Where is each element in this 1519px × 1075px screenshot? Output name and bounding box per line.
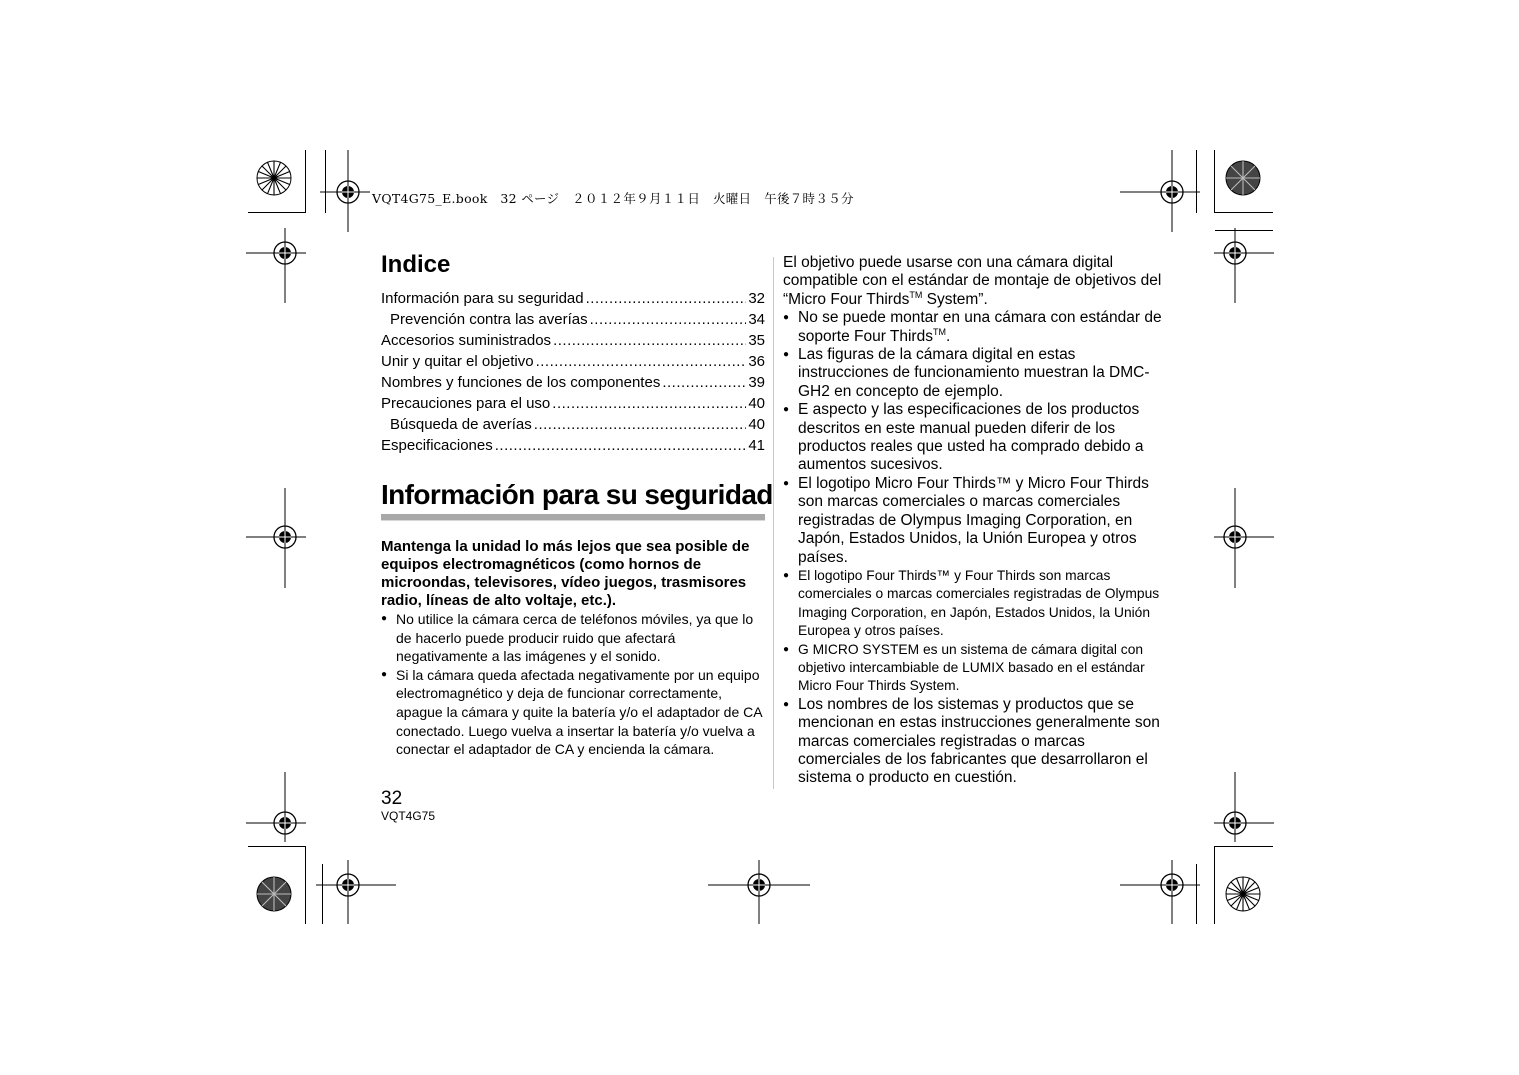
print-header: VQT4G75_E.book 32 ページ ２０１２年９月１１日 火曜日 午後７時３５分: [372, 191, 854, 206]
toc-entry[interactable]: [381, 330, 765, 351]
toc-entry-label: Especificaciones: [381, 437, 493, 454]
page-number: 32: [381, 788, 403, 809]
list-item: ● No utilice la cámara cerca de teléfonos móviles, ya que lo de hacerlo puede producir ruido que afectará negativamente a las imágenes y el sonido.: [381, 610, 765, 666]
toc-entry-page: 35: [748, 332, 765, 349]
toc-entry-page: 39: [748, 374, 765, 391]
list-item: ● E aspecto y las especificaciones de los productos descritos en este manual pueden diferir de los productos reales que usted ha comprado debido a aumentos sucesivos.: [783, 401, 1168, 475]
table-of-contents: [381, 288, 765, 456]
toc-entry-page: 41: [748, 437, 765, 454]
trademark-mark: TM: [909, 289, 923, 300]
registration-mark-icon: [1196, 772, 1276, 844]
toc-leader-dots: [536, 351, 747, 372]
toc-entry-label: Precauciones para el uso: [381, 395, 551, 412]
notes-bullet-list: [783, 309, 1168, 567]
toc-entry[interactable]: [381, 288, 765, 309]
toc-leader-dots: [553, 330, 746, 351]
toc-entry-label: Unir y quitar el objetivo: [381, 353, 534, 370]
toc-entry[interactable]: [381, 435, 765, 456]
toc-entry[interactable]: [381, 372, 765, 393]
column-divider: [773, 257, 774, 789]
final-bullet-list: [783, 696, 1168, 788]
toc-entry-label: Accesorios suministrados: [381, 332, 552, 349]
toc-entry-page: 32: [748, 290, 765, 307]
toc-leader-dots: [534, 414, 747, 435]
starburst-target-icon: [256, 876, 292, 912]
list-item: ● Las figuras de la cámara digital en estas instrucciones de funcionamiento muestran la DMC-GH2 en concepto de ejemplo.: [783, 346, 1168, 401]
toc-entry[interactable]: [381, 351, 765, 372]
toc-leader-dots: [495, 435, 747, 456]
toc-leader-dots: [586, 288, 747, 309]
starburst-target-icon: [1225, 160, 1261, 196]
registration-mark-icon: [316, 860, 400, 926]
toc-leader-dots: [590, 309, 747, 330]
registration-mark-icon: [706, 860, 812, 926]
registration-mark-icon: [1196, 228, 1276, 304]
safety-section-title: Información para su seguridad: [381, 479, 773, 510]
toc-entry-page: 36: [748, 353, 765, 370]
document-code: VQT4G75: [381, 809, 436, 823]
registration-mark-icon: [1120, 150, 1220, 240]
safety-lead-paragraph: Mantenga la unidad lo más lejos que sea posible de equipos electromagnéticos (como hornos de microondas, televisores, vídeo juegos, trasmisores radio, líneas de alto voltaje, etc.).: [381, 538, 750, 609]
starburst-target-icon: [1225, 876, 1261, 912]
registration-mark-icon: [246, 772, 326, 844]
toc-leader-dots: [552, 393, 746, 414]
toc-entry-label: Nombres y funciones de los componentes: [381, 374, 661, 391]
toc-entry-page: 34: [748, 311, 765, 328]
registration-mark-icon: [1196, 488, 1276, 590]
trademark-bullet-list: [783, 567, 1168, 696]
left-column: [381, 250, 773, 759]
registration-mark-icon: [246, 228, 326, 304]
safety-bullet-list: [381, 610, 765, 759]
toc-entry-label: Información para su seguridad: [381, 290, 584, 307]
list-item-text-end: .: [945, 327, 951, 345]
list-item: ● El logotipo Four Thirds™ y Four Thirds son marcas comerciales o marcas comerciales registradas de Olympus Imaging Corporation, en Japón, Estados Unidos, la Unión Europea y otros países.: [783, 567, 1168, 641]
list-item: ● El logotipo Micro Four Thirds™ y Micro Four Thirds son marcas comerciales o marcas comerciales registradas de Olympus Imaging Corporation, en Japón, Estados Unidos, la Unión Europea y otros países.: [783, 475, 1168, 567]
registration-mark-icon: [246, 488, 326, 590]
right-column: [783, 254, 1168, 788]
toc-title: Indice: [381, 251, 451, 278]
trademark-mark: TM: [932, 326, 946, 337]
toc-entry[interactable]: [381, 309, 765, 330]
intro-text-end: System”.: [922, 290, 988, 308]
toc-entry[interactable]: [381, 393, 765, 414]
section-title-underline: [381, 514, 765, 521]
toc-leader-dots: [662, 372, 746, 393]
list-item: ● G MICRO SYSTEM es un sistema de cámara digital con objetivo intercambiable de LUMIX basado en el estándar Micro Four Thirds System.: [783, 641, 1168, 696]
toc-entry-page: 40: [748, 416, 765, 433]
registration-mark-icon: [1120, 860, 1204, 926]
starburst-target-icon: [256, 160, 292, 196]
list-item-text: No se puede montar en una cámara con estándar de soporte Four Thirds: [798, 309, 1162, 345]
toc-entry[interactable]: [381, 414, 765, 435]
list-item: ● Los nombres de los sistemas y productos que se mencionan en estas instrucciones generalmente son marcas comerciales registradas o marcas comerciales de los fabricantes que desarrollaron el sistema o producto en cuestión.: [783, 696, 1168, 788]
list-item: ● Si la cámara queda afectada negativamente por un equipo electromagnético y deja de funcionar correctamente, apague la cámara y quite la batería y/o el adaptador de CA conectado. Luego vuelva a insertar la batería y/o vuelva a conectar el adaptador de CA y encienda la cámara.: [381, 666, 765, 759]
registration-mark-icon: [320, 150, 380, 240]
toc-entry-label: Prevención contra las averías: [390, 311, 588, 328]
list-item: [783, 309, 1168, 346]
intro-paragraph: [783, 254, 1168, 309]
toc-entry-page: 40: [748, 395, 765, 412]
intro-text: El objetivo puede usarse con una cámara digital compatible con el estándar de montaje de objetivos del “Micro Four Thirds: [783, 254, 1162, 308]
toc-entry-label: Búsqueda de averías: [390, 416, 532, 433]
